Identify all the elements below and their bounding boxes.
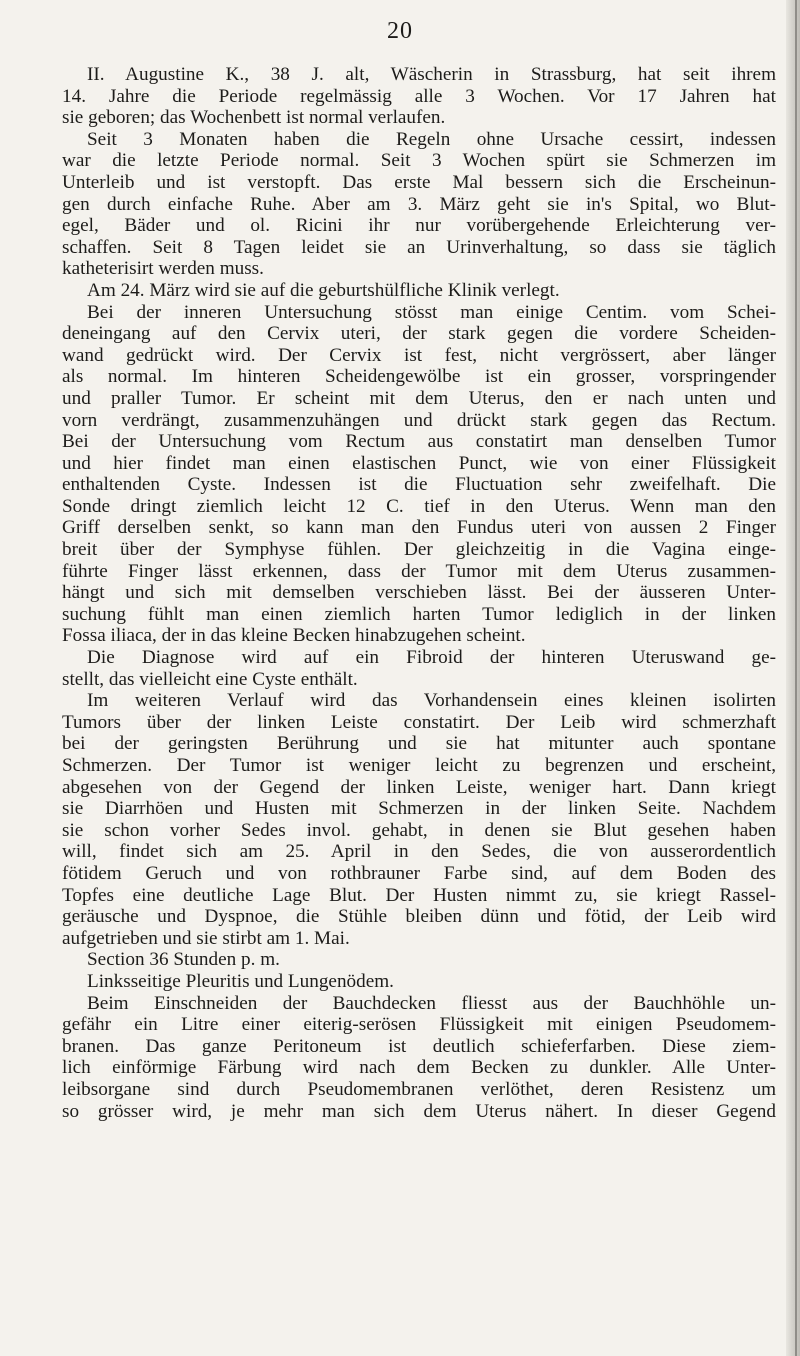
page-number: 20 — [387, 18, 413, 44]
text-line: Linksseitige Pleuritis und Lungenödem. — [87, 970, 394, 992]
text-line: leibsorgane sind durch Pseudomembranen verlöthet, deren Resistenz um — [62, 1078, 776, 1100]
text-line: lich einförmige Färbung wird nach dem Becken zu dunkler. Alle Unter- — [62, 1057, 776, 1079]
text-line: führte Finger lässt erkennen, dass der Tumor mit dem Uterus zusammen- — [62, 560, 776, 582]
text-line: Griff derselben senkt, so kann man den Fundus uteri von aussen 2 Finger — [62, 517, 776, 539]
text-line: breit über der Symphyse fühlen. Der gleichzeitig in die Vagina einge- — [62, 539, 776, 561]
text-line: so grösser wird, je mehr man sich dem Uterus nähert. In dieser Gegend — [62, 1100, 776, 1122]
text-line: sie Diarrhöen und Husten mit Schmerzen in der linken Seite. Nachdem — [62, 798, 776, 820]
text-line: Tumors über der linken Leiste constatirt. Der Leib wird schmerzhaft — [62, 711, 776, 733]
text-line: Bei der Untersuchung vom Rectum aus constatirt man denselben Tumor — [62, 431, 776, 453]
text-line: Topfes eine deutliche Lage Blut. Der Husten nimmt zu, sie kriegt Rassel- — [62, 884, 776, 906]
text-line: Seit 3 Monaten haben die Regeln ohne Ursache cessirt, indessen — [87, 128, 776, 150]
text-line: enthaltenden Cyste. Indessen ist die Fluctuation sehr zweifelhaft. Die — [62, 474, 776, 496]
text-line: und hier findet man einen elastischen Punct, wie von einer Flüssigkeit — [62, 452, 776, 474]
text-line: wand gedrückt wird. Der Cervix ist fest, nicht vergrössert, aber länger — [62, 344, 776, 366]
text-line: und praller Tumor. Er scheint mit dem Uterus, den er nach unten und — [62, 387, 776, 409]
text-line: Section 36 Stunden p. m. — [87, 949, 280, 971]
text-line: hängt und sich mit demselben verschieben lässt. Bei der äusseren Unter- — [62, 582, 776, 604]
text-line: Die Diagnose wird auf ein Fibroid der hinteren Uteruswand ge- — [87, 647, 776, 669]
text-line: Schmerzen. Der Tumor ist weniger leicht zu begrenzen und erscheint, — [62, 755, 776, 776]
text-line: gen durch einfache Ruhe. Aber am 3. März geht sie in's Spital, wo Blut- — [62, 193, 776, 215]
text-line: schaffen. Seit 8 Tagen leidet sie an Urinverhaltung, so dass sie täglich — [62, 236, 776, 258]
text-line: suchung fühlt man einen ziemlich harten Tumor lediglich in der linken — [62, 603, 776, 625]
text-line: deneingang auf den Cervix uteri, der stark gegen die vordere Scheiden- — [62, 323, 776, 345]
text-line: branen. Das ganze Peritoneum ist deutlich schieferfarben. Diese ziem- — [62, 1035, 776, 1057]
page-edge-line — [795, 0, 797, 1356]
text-line: Bei der inneren Untersuchung stösst man einige Centim. vom Schei- — [87, 301, 776, 323]
text-line: stellt, das vielleicht eine Cyste enthält. — [62, 668, 358, 690]
text-line: Sonde dringt ziemlich leicht 12 C. tief in den Uterus. Wenn man den — [62, 495, 776, 517]
text-line: Unterleib und ist verstopft. Das erste Mal bessern sich die Erscheinun- — [62, 171, 776, 193]
text-line: II. Augustine K., 38 J. alt, Wäscherin in Strassburg, hat seit ihrem — [87, 64, 776, 85]
text-line: abgesehen von der Gegend der linken Leiste, weniger hart. Dann kriegt — [62, 776, 776, 798]
text-line: Fossa iliaca, der in das kleine Becken hinabzugehen scheint. — [62, 625, 526, 647]
text-line: fötidem Geruch und von rothbrauner Farbe sind, auf dem Boden des — [62, 862, 776, 884]
text-line: war die letzte Periode normal. Seit 3 Wochen spürt sie Schmerzen im — [62, 150, 776, 172]
text-line: sie geboren; das Wochenbett ist normal verlaufen. — [62, 107, 446, 129]
text-line: Am 24. März wird sie auf die geburtshülfliche Klinik verlegt. — [87, 279, 560, 301]
text-line: geräusche und Dyspnoe, die Stühle bleiben dünn und fötid, der Leib wird — [62, 906, 776, 928]
text-line: Beim Einschneiden der Bauchdecken fliesst aus der Bauchhöhle un- — [87, 992, 776, 1014]
text-line: als normal. Im hinteren Scheidengewölbe ist ein grosser, vorspringender — [62, 366, 776, 388]
text-line: sie schon vorher Sedes invol. gehabt, in denen sie Blut gesehen haben — [62, 819, 776, 841]
text-line: aufgetrieben und sie stirbt am 1. Mai. — [62, 927, 350, 949]
text-line: bei der geringsten Berührung und sie hat mitunter auch spontane — [62, 733, 776, 755]
text-line: egel, Bäder und ol. Ricini ihr nur vorübergehende Erleichterung ver- — [62, 215, 776, 237]
body-text — [62, 64, 776, 1122]
text-line: will, findet sich am 25. April in den Sedes, die von ausserordentlich — [62, 841, 776, 863]
text-line: 14. Jahre die Periode regelmässig alle 3 Wochen. Vor 17 Jahren hat — [62, 85, 776, 107]
page-binding-edge — [786, 0, 800, 1356]
text-line: katheterisirt werden muss. — [62, 258, 264, 280]
text-line: vorn verdrängt, zusammenzuhängen und drückt stark gegen das Rectum. — [62, 409, 776, 431]
text-line: gefähr ein Litre einer eiterig-serösen Flüssigkeit mit einigen Pseudomem- — [62, 1014, 776, 1036]
text-line: Im weiteren Verlauf wird das Vorhandensein eines kleinen isolirten — [87, 690, 776, 712]
